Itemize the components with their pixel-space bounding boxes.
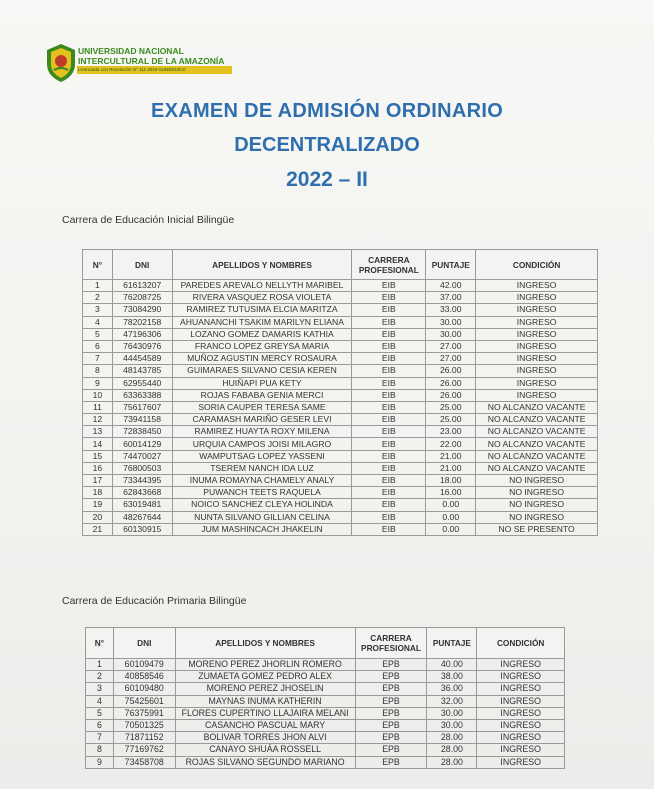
row-name-cell: RAMIREZ TUTUSIMA ELCIA MARITZA (172, 304, 352, 316)
row-dni-cell: 60109479 (113, 659, 175, 671)
row-name-cell: CARAMASH MARIÑO GESER LEVI (172, 414, 352, 426)
row-dni-cell: 76375991 (113, 707, 175, 719)
row-name-cell: CASANCHO PASCUAL MARY (175, 719, 355, 731)
row-status-cell: INGRESO (476, 340, 598, 352)
table-row (83, 377, 598, 389)
row-num-cell: 9 (86, 756, 114, 768)
row-dni-cell: 40858546 (113, 671, 175, 683)
row-score-cell: 0.00 (426, 511, 476, 523)
table-row (86, 719, 565, 731)
row-dni-cell: 73941158 (112, 414, 172, 426)
row-score-cell: 33.00 (426, 304, 476, 316)
row-dni-cell: 76800503 (112, 462, 172, 474)
row-career-cell: EIB (352, 426, 426, 438)
row-career-cell: EPB (355, 744, 427, 756)
row-num-cell: 14 (83, 438, 113, 450)
row-name-cell: SORIA CAUPER TERESA SAME (172, 401, 352, 413)
row-num-cell: 4 (83, 316, 113, 328)
row-score-cell: 27.00 (426, 340, 476, 352)
col-header-name: APELLIDOS Y NOMBRES (175, 628, 355, 659)
row-num-cell: 18 (83, 487, 113, 499)
table-row (83, 365, 598, 377)
row-num-cell: 21 (83, 523, 113, 535)
row-dni-cell: 73344395 (112, 475, 172, 487)
row-status-cell: NO ALCANZO VACANTE (476, 438, 598, 450)
row-status-cell: NO ALCANZO VACANTE (476, 414, 598, 426)
row-dni-cell: 62955440 (112, 377, 172, 389)
row-career-cell: EIB (352, 340, 426, 352)
row-status-cell: NO ALCANZO VACANTE (476, 462, 598, 474)
row-name-cell: FLORES CUPERTINO LLAJAIRA MELANI (175, 707, 355, 719)
table-row (83, 304, 598, 316)
row-score-cell: 32.00 (427, 695, 477, 707)
university-license-text: Licenciada con Resolución N° 111-2019-SUNEDU/CD (78, 67, 186, 72)
row-num-cell: 8 (86, 744, 114, 756)
row-name-cell: HUIÑAPI PUA KETY (172, 377, 352, 389)
row-dni-cell: 78202158 (112, 316, 172, 328)
row-num-cell: 2 (86, 671, 114, 683)
table-row (83, 292, 598, 304)
table-row (83, 353, 598, 365)
row-status-cell: INGRESO (477, 659, 565, 671)
row-name-cell: INUMA ROMAYNA CHAMELY ANALY (172, 475, 352, 487)
row-num-cell: 16 (83, 462, 113, 474)
row-career-cell: EPB (355, 659, 427, 671)
university-name-line2: INTERCULTURAL DE LA AMAZONÍA (78, 56, 225, 66)
row-dni-cell: 75617607 (112, 401, 172, 413)
table-row (83, 438, 598, 450)
row-career-cell: EIB (352, 304, 426, 316)
row-status-cell: INGRESO (476, 316, 598, 328)
row-name-cell: PUWANCH TEETS RAQUELA (172, 487, 352, 499)
row-status-cell: NO ALCANZO VACANTE (476, 426, 598, 438)
row-career-cell: EIB (352, 523, 426, 535)
row-num-cell: 19 (83, 499, 113, 511)
row-dni-cell: 75425601 (113, 695, 175, 707)
row-career-cell: EPB (355, 671, 427, 683)
row-status-cell: INGRESO (476, 365, 598, 377)
table-row (83, 280, 598, 292)
row-score-cell: 25.00 (426, 401, 476, 413)
row-career-cell: EIB (352, 328, 426, 340)
row-score-cell: 27.00 (426, 353, 476, 365)
row-name-cell: URQUIA CAMPOS JOISI MILAGRO (172, 438, 352, 450)
row-score-cell: 30.00 (427, 707, 477, 719)
row-dni-cell: 73084290 (112, 304, 172, 316)
row-score-cell: 37.00 (426, 292, 476, 304)
row-dni-cell: 62843668 (112, 487, 172, 499)
row-num-cell: 15 (83, 450, 113, 462)
row-num-cell: 17 (83, 475, 113, 487)
table-row (86, 671, 565, 683)
table-row (83, 316, 598, 328)
row-name-cell: MORENO PEREZ JHORLIN ROMERO (175, 659, 355, 671)
row-num-cell: 6 (86, 719, 114, 731)
row-status-cell: INGRESO (477, 756, 565, 768)
col-header-score: PUNTAJE (426, 250, 476, 280)
row-num-cell: 12 (83, 414, 113, 426)
row-dni-cell: 76430976 (112, 340, 172, 352)
row-status-cell: INGRESO (476, 328, 598, 340)
row-name-cell: TSEREM NANCH IDA LUZ (172, 462, 352, 474)
row-dni-cell: 76208725 (112, 292, 172, 304)
row-name-cell: ROJAS SILVANO SEGUNDO MARIANO (175, 756, 355, 768)
row-dni-cell: 77169762 (113, 744, 175, 756)
row-score-cell: 26.00 (426, 365, 476, 377)
col-header-dni: DNI (113, 628, 175, 659)
row-score-cell: 26.00 (426, 377, 476, 389)
col-header-career: CARRERA PROFESIONAL (355, 628, 427, 659)
col-header-name: APELLIDOS Y NOMBRES (172, 250, 352, 280)
table-header-row (86, 628, 565, 659)
row-score-cell: 38.00 (427, 671, 477, 683)
row-num-cell: 5 (83, 328, 113, 340)
results-table-primaria (85, 627, 565, 769)
row-career-cell: EPB (355, 732, 427, 744)
row-career-cell: EIB (352, 280, 426, 292)
row-name-cell: JUM MASHINCACH JHAKELIN (172, 523, 352, 535)
table-row (83, 450, 598, 462)
row-status-cell: NO ALCANZO VACANTE (476, 450, 598, 462)
university-logo (44, 42, 234, 86)
col-header-num: N° (83, 250, 113, 280)
row-score-cell: 30.00 (427, 719, 477, 731)
row-num-cell: 4 (86, 695, 114, 707)
row-num-cell: 7 (86, 732, 114, 744)
col-header-career: CARRERA PROFESIONAL (352, 250, 426, 280)
row-score-cell: 21.00 (426, 462, 476, 474)
row-status-cell: NO INGRESO (476, 475, 598, 487)
table-row (83, 340, 598, 352)
row-career-cell: EIB (352, 438, 426, 450)
col-header-dni: DNI (112, 250, 172, 280)
table-row (86, 659, 565, 671)
row-score-cell: 30.00 (426, 328, 476, 340)
table-row (83, 328, 598, 340)
row-name-cell: BOLIVAR TORRES JHON ALVI (175, 732, 355, 744)
row-status-cell: INGRESO (477, 732, 565, 744)
row-career-cell: EPB (355, 719, 427, 731)
table-row (83, 511, 598, 523)
row-name-cell: ZUMAETA GOMEZ PEDRO ALEX (175, 671, 355, 683)
row-name-cell: NOICO SANCHEZ CLEYA HOLINDA (172, 499, 352, 511)
row-name-cell: GUIMARAES SILVANO CESIA KEREN (172, 365, 352, 377)
table-row (83, 523, 598, 535)
row-num-cell: 6 (83, 340, 113, 352)
table-row (86, 707, 565, 719)
row-num-cell: 2 (83, 292, 113, 304)
row-status-cell: INGRESO (477, 695, 565, 707)
table-row (83, 487, 598, 499)
row-status-cell: INGRESO (477, 744, 565, 756)
row-score-cell: 25.00 (426, 414, 476, 426)
row-status-cell: INGRESO (477, 671, 565, 683)
table-row (83, 499, 598, 511)
row-num-cell: 11 (83, 401, 113, 413)
table-row (83, 414, 598, 426)
row-dni-cell: 71871152 (113, 732, 175, 744)
table-row (86, 732, 565, 744)
row-name-cell: CANAYO SHUÁA ROSSELL (175, 744, 355, 756)
row-score-cell: 36.00 (427, 683, 477, 695)
row-score-cell: 18.00 (426, 475, 476, 487)
row-status-cell: NO ALCANZO VACANTE (476, 401, 598, 413)
row-career-cell: EIB (352, 414, 426, 426)
row-num-cell: 3 (83, 304, 113, 316)
row-dni-cell: 48267644 (112, 511, 172, 523)
row-career-cell: EIB (352, 475, 426, 487)
table-row (83, 389, 598, 401)
row-career-cell: EIB (352, 353, 426, 365)
row-name-cell: RIVERA VASQUEZ ROSA VIOLETA (172, 292, 352, 304)
row-career-cell: EIB (352, 365, 426, 377)
row-dni-cell: 60014129 (112, 438, 172, 450)
row-num-cell: 20 (83, 511, 113, 523)
row-status-cell: INGRESO (477, 719, 565, 731)
row-score-cell: 30.00 (426, 316, 476, 328)
section-title-primaria: Carrera de Educación Primaria Bilingüe (62, 595, 247, 607)
col-header-num: N° (86, 628, 114, 659)
row-status-cell: INGRESO (476, 292, 598, 304)
table-row (86, 695, 565, 707)
row-score-cell: 42.00 (426, 280, 476, 292)
col-header-status: CONDICIÓN (477, 628, 565, 659)
row-score-cell: 28.00 (427, 756, 477, 768)
row-status-cell: INGRESO (477, 707, 565, 719)
row-score-cell: 26.00 (426, 389, 476, 401)
row-name-cell: NUNTA SILVANO GILLIAN CELINA (172, 511, 352, 523)
row-dni-cell: 60130915 (112, 523, 172, 535)
row-name-cell: MAYNAS INUMA KATHERIN (175, 695, 355, 707)
row-dni-cell: 44454589 (112, 353, 172, 365)
table-header-row (83, 250, 598, 280)
row-career-cell: EIB (352, 511, 426, 523)
row-num-cell: 5 (86, 707, 114, 719)
row-num-cell: 3 (86, 683, 114, 695)
table-row (86, 756, 565, 768)
row-career-cell: EIB (352, 499, 426, 511)
row-status-cell: INGRESO (476, 353, 598, 365)
row-name-cell: AHUANANCHI TSAKIM MARILYN ELIANA (172, 316, 352, 328)
row-score-cell: 16.00 (426, 487, 476, 499)
row-status-cell: INGRESO (476, 280, 598, 292)
row-score-cell: 0.00 (426, 523, 476, 535)
row-dni-cell: 73458708 (113, 756, 175, 768)
col-header-status: CONDICIÓN (476, 250, 598, 280)
row-career-cell: EPB (355, 695, 427, 707)
row-dni-cell: 60109480 (113, 683, 175, 695)
section-title-inicial: Carrera de Educación Inicial Bilingüe (62, 214, 235, 226)
row-score-cell: 0.00 (426, 499, 476, 511)
row-career-cell: EIB (352, 292, 426, 304)
row-career-cell: EPB (355, 683, 427, 695)
row-status-cell: NO INGRESO (476, 511, 598, 523)
table-row (83, 401, 598, 413)
row-score-cell: 28.00 (427, 744, 477, 756)
row-num-cell: 8 (83, 365, 113, 377)
row-career-cell: EPB (355, 707, 427, 719)
row-career-cell: EIB (352, 377, 426, 389)
row-dni-cell: 61613207 (112, 280, 172, 292)
row-dni-cell: 63363388 (112, 389, 172, 401)
row-career-cell: EIB (352, 316, 426, 328)
row-name-cell: FRANCO LOPEZ GREYSA MARIA (172, 340, 352, 352)
table-row (83, 426, 598, 438)
table-row (83, 475, 598, 487)
row-dni-cell: 48143785 (112, 365, 172, 377)
row-name-cell: MUÑOZ AGUSTIN MERCY ROSAURA (172, 353, 352, 365)
row-career-cell: EPB (355, 756, 427, 768)
row-career-cell: EIB (352, 389, 426, 401)
row-status-cell: INGRESO (476, 389, 598, 401)
row-status-cell: INGRESO (477, 683, 565, 695)
row-name-cell: RAMIREZ HUAYTA ROXY MILENA (172, 426, 352, 438)
row-status-cell: NO INGRESO (476, 499, 598, 511)
university-seal-icon (44, 42, 78, 84)
row-name-cell: PAREDES AREVALO NELLYTH MARIBEL (172, 280, 352, 292)
row-score-cell: 22.00 (426, 438, 476, 450)
row-num-cell: 13 (83, 426, 113, 438)
exam-subtitle: DECENTRALIZADO (234, 134, 420, 156)
table-row (86, 744, 565, 756)
row-dni-cell: 72838450 (112, 426, 172, 438)
results-table-inicial (82, 249, 598, 536)
row-num-cell: 10 (83, 389, 113, 401)
table-row (86, 683, 565, 695)
table-row (83, 462, 598, 474)
row-dni-cell: 74470027 (112, 450, 172, 462)
row-status-cell: NO INGRESO (476, 487, 598, 499)
row-status-cell: INGRESO (476, 304, 598, 316)
exam-title: EXAMEN DE ADMISIÓN ORDINARIO (150, 100, 504, 122)
col-header-score: PUNTAJE (427, 628, 477, 659)
row-career-cell: EIB (352, 401, 426, 413)
row-career-cell: EIB (352, 462, 426, 474)
row-score-cell: 23.00 (426, 426, 476, 438)
row-status-cell: NO SE PRESENTO (476, 523, 598, 535)
row-name-cell: ROJAS FABABA GENIA MERCI (172, 389, 352, 401)
row-dni-cell: 70501325 (113, 719, 175, 731)
university-name-line1: UNIVERSIDAD NACIONAL (78, 46, 184, 56)
row-dni-cell: 63019481 (112, 499, 172, 511)
row-score-cell: 28.00 (427, 732, 477, 744)
row-name-cell: WAMPUTSAG LOPEZ YASSENI (172, 450, 352, 462)
row-career-cell: EIB (352, 487, 426, 499)
row-career-cell: EIB (352, 450, 426, 462)
row-status-cell: INGRESO (476, 377, 598, 389)
row-score-cell: 40.00 (427, 659, 477, 671)
row-name-cell: LOZANO GOMEZ DAMARIS KATHIA (172, 328, 352, 340)
row-num-cell: 9 (83, 377, 113, 389)
row-score-cell: 21.00 (426, 450, 476, 462)
row-num-cell: 1 (86, 659, 114, 671)
row-num-cell: 1 (83, 280, 113, 292)
row-num-cell: 7 (83, 353, 113, 365)
exam-period: 2022 – II (286, 168, 368, 191)
row-name-cell: MORENO PEREZ JHOSELIN (175, 683, 355, 695)
row-dni-cell: 47196306 (112, 328, 172, 340)
